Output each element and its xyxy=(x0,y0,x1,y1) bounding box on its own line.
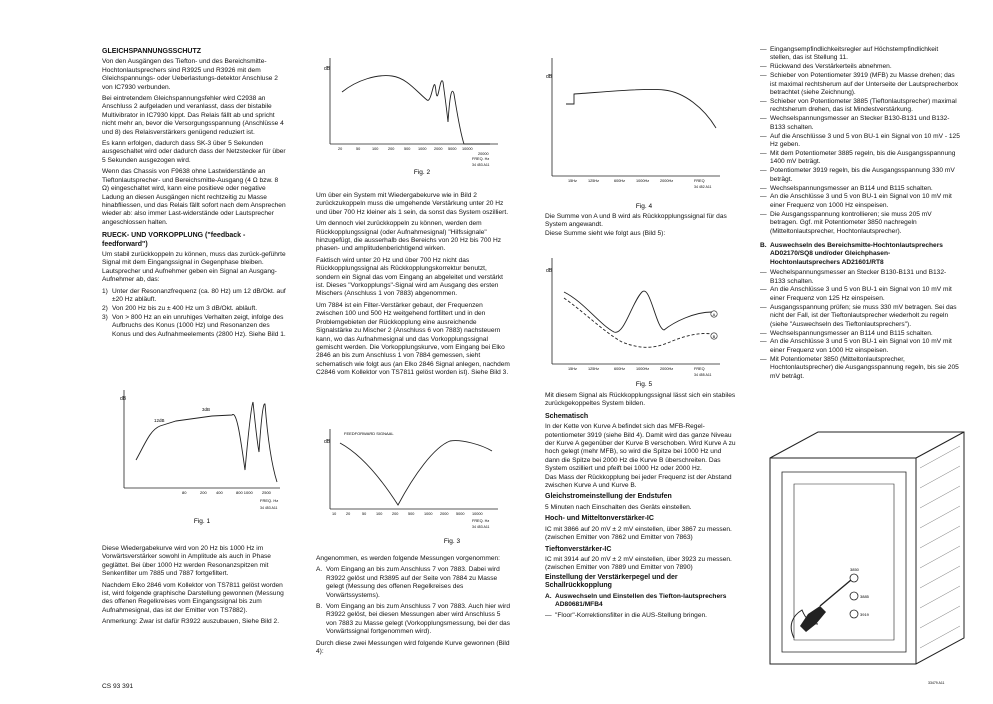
tick-label: 80 xyxy=(182,490,187,495)
tick-label: 2000 xyxy=(434,147,443,151)
panel-frame xyxy=(782,472,906,652)
figure-5 xyxy=(544,252,724,390)
section-title: GLEICHSPANNUNGSSCHUTZ xyxy=(102,48,202,55)
tick-label: 1000Hz xyxy=(636,179,650,183)
curve-a xyxy=(564,291,712,332)
item-text: An die Anschlüsse 3 und 5 von BU-1 ein Signal von 10 mV mit einer Frequenz von 1000 Hz einspeisen. xyxy=(770,338,952,354)
paragraph: In der Kette von Kurve A befindet sich das MFB-Regel-potentiometer 3919 (siehe Bild 4). Damit wird das ganze Niveau der Kurve A gegenüber der Kurve B verschoben. Wird Kurve A zu hoch gelegt (mehr MFB), so wird die Spitze bei 1000 Hz und dann die Spitze bei 2000 Hz die Kurve B überschreiten. Das System oszilliert und pfeift bei 1000 Hz oder 2000 Hz. xyxy=(545,423,736,473)
potentiometer-3885 xyxy=(850,592,858,600)
item-text: Vom Eingang an bis zum Anschluss 7 von 7883. Dabei wird R3922 gelöst und R3895 auf der Seite von 7884 zu Masse gelegt (Messung des offenen Regelkreises des Vorwärtssystems). xyxy=(326,566,500,599)
y-axis-label: dB xyxy=(324,439,331,445)
item-marker: — xyxy=(760,210,767,218)
tick-label: 1000Hz xyxy=(636,367,650,371)
subheading: Hoch- und Mitteltonverstärker-IC xyxy=(545,515,654,523)
list-item xyxy=(760,211,960,236)
item-text: An die Anschlüsse 3 und 5 von BU-1 ein Signal von 10 mV mit einer Frequenz von 1000 Hz einspeisen. xyxy=(770,193,952,209)
tick-label: 50 xyxy=(362,512,367,516)
x-axis-label: FREQ. Hz xyxy=(472,157,490,161)
potentiometer-3850 xyxy=(850,574,858,582)
item-marker: — xyxy=(760,338,767,346)
item-text: Wechselspannungsmesser an Stecker B130-B131 und B132-B133 schalten. xyxy=(770,115,950,131)
tick-label: 5000 xyxy=(448,147,457,151)
item-marker: — xyxy=(760,63,767,71)
side-hatching xyxy=(920,446,960,648)
item-marker: 2) xyxy=(102,304,108,312)
item-text: An die Anschlüsse 3 und 5 von BU-1 ein Signal von 10 mV mit einer Frequenz von 125 Hz einspeisen. xyxy=(770,286,952,302)
list-item xyxy=(760,72,960,97)
item-marker: — xyxy=(545,612,552,620)
list-item xyxy=(760,269,960,286)
list-item xyxy=(760,356,960,381)
figure-caption: Fig. 3 xyxy=(443,538,461,545)
measurement-list xyxy=(316,566,510,636)
paragraph: Um 7884 ist ein Filter-Verstärker gebaut, der Frequenzen zwischen 100 und 500 Hz weitgehend fortfiltert und in den Problemgebieten der Rückkopplung eine ausreichende Signalstärke zu Mischer 2 (Anschluss 6 von 7883) nachsteuern kann, wo das Aufnahmesignal und das Vorkopplungssignal gemischt werden. Die Vorkopplungskurve, vom Eingang bei Elko 2846 an bis zum Anschluss 1 von 7884 gemessen, sieht schematisch wie folgt aus (an Elko 2846 Signal anlegen, nachdem C2846 vom Kollektor von TS7811 gelöst worden ist). Siehe Bild 3. xyxy=(316,301,510,377)
item-marker: — xyxy=(760,149,767,157)
figure-code: 34 453 A11 xyxy=(472,525,490,529)
subheading: Tieftonverstärker-IC xyxy=(545,545,612,553)
cabinet-edge xyxy=(916,432,964,458)
item-text: Mit Potentiometer 3850 (Mitteltonlautsprecher, Hochtonlautsprecher) die Ausgangsspannung regeln, bis sie 205 mV beträgt. xyxy=(770,355,959,380)
item-marker: B. xyxy=(760,241,767,249)
response-curve xyxy=(136,402,277,482)
section-title: RUECK- UND VORKOPPLUNG ("feedback - feedforward") xyxy=(102,232,246,248)
paragraph: Von den Ausgängen des Tiefton- und des Bereichsmitte-Hochtonlautsprechers sind R3925 und R3926 mit dem Gleichspannungs- oder Ueberlastungs-detektor Anschluse 2 von IC7930 verbunden. xyxy=(102,58,278,91)
list-item xyxy=(760,150,960,167)
slope-label-12db: 12dB xyxy=(154,418,165,423)
item-marker: 3) xyxy=(102,313,108,321)
tick-label: 100 xyxy=(376,512,383,516)
response-curve xyxy=(342,76,490,144)
paragraph: Angenommen, es werden folgende Messungen vorgenommen: xyxy=(316,555,501,562)
item-text: Rückwand des Verstärkerteils abnehmen. xyxy=(770,63,892,71)
numbered-list xyxy=(102,288,286,339)
item-marker: — xyxy=(760,72,767,80)
item-text: Wechselspannungsmesser an B114 und B115 schalten. xyxy=(770,184,933,192)
item-text: Von 200 Hz bis zu ± 400 Hz um 3 dB/Okt. abläuft. xyxy=(112,304,258,312)
feedforward-curve xyxy=(340,441,492,505)
tick-label: 200 xyxy=(392,512,399,516)
paragraph: Um über ein System mit Wiedergabekurve wie in Bild 2 zurückzukoppeln muss die umgehende Verstärkung unter 20 Hz und über 700 Hz kleiner als 1 sein, da sonst das System oszilliert. xyxy=(316,192,509,216)
x-axis-label: FREQ. Hz xyxy=(260,498,279,503)
item-marker: — xyxy=(760,355,767,363)
item-marker: — xyxy=(760,193,767,201)
figure-caption: Fig. 1 xyxy=(193,518,211,525)
tick-label: 10000 xyxy=(462,147,473,151)
paragraph: (zwischen Emitter von 7862 und Emitter von 7863) xyxy=(545,534,693,542)
figure-2 xyxy=(322,52,502,178)
drawing-code: 33479 A11 xyxy=(928,681,945,685)
list-item xyxy=(545,593,737,610)
list-item xyxy=(760,193,960,210)
y-axis-label: dB xyxy=(546,268,553,274)
list-item xyxy=(316,603,510,637)
paragraph: Diese Wiedergabekurve wird von 20 Hz bis 1000 Hz im Vorwärtsverstärker sowohl in Amplitude als auch in Phase geglättet. Bei über 1000 Hz werden Resonanzspitzen mit Senkenfilter um 7885 und 7887 fortgefiltert. xyxy=(102,545,271,578)
x-axis-label: FREQ xyxy=(694,179,705,183)
tick-label: 2000Hz xyxy=(660,179,674,183)
column-2 xyxy=(316,192,510,381)
item-marker: — xyxy=(760,46,767,53)
paragraph: Faktisch wird unter 20 Hz und über 700 Hz nicht das Rückkopplungssignal als Rückkopplungskorrektur benutzt, sondern ein Signal das vom Eingang an abgeleitet und verstärkt ist. Dieses "Vorkopplungs"-Signal wird am Ausgang des ersten Mischers (Anschluss 1 von 7883) abgenommen. xyxy=(316,256,503,298)
list-item xyxy=(760,330,960,338)
curve-a-label: A xyxy=(712,312,716,317)
screwdriver-handle xyxy=(800,606,826,632)
list-item xyxy=(102,314,286,339)
column-1 xyxy=(102,48,286,340)
figure-1 xyxy=(112,382,288,528)
tick-label: 500 xyxy=(408,512,415,516)
tick-label: 2500 xyxy=(262,490,271,495)
item-marker: B. xyxy=(316,603,323,611)
paragraph: 5 Minuten nach Einschalten des Geräts einstellen. xyxy=(545,503,692,511)
potentiometer-3919 xyxy=(850,610,858,618)
figure-code: 34 453 A11 xyxy=(472,163,490,167)
x-axis-label: FREQ xyxy=(694,367,705,371)
page-footer: CS 93 391 xyxy=(102,683,134,690)
tick-label: 5000 xyxy=(456,512,465,516)
subheading: Einstellung der Verstärkerpegel und der Schallrückkopplung xyxy=(545,573,678,590)
figure-4 xyxy=(544,48,724,214)
tick-label: 20 xyxy=(346,512,351,516)
item-marker: — xyxy=(760,303,767,311)
tick-label: 800 1000 xyxy=(236,490,253,495)
screwdriver-shaft xyxy=(820,580,851,606)
list-item xyxy=(545,612,737,620)
x-axis-label: FREQ. Hz xyxy=(472,519,490,523)
curve-b-label: B xyxy=(712,334,716,339)
y-axis-label: dB xyxy=(120,396,127,402)
tick-label: 50 xyxy=(356,147,361,151)
paragraph: Nachdem Elko 2846 vom Kollektor von TS7811 gelöst worden ist, wird folgende graphische Darstellung gewonnen (Messung des offenen Regelkreises vom Eingangssignal bis zum Aufnahmesignal, das ist der Emitter von TS7882). xyxy=(102,581,284,614)
pot-label: 3919 xyxy=(860,612,869,617)
item-text: Ausgangsspannung prüfen; sie muss 330 mV betragen. Sei das nicht der Fall, ist der Tieftonlautsprecher wiederholt zu regeln (siehe "Auswechseln des Tieftonlautsprechers"). xyxy=(770,303,957,328)
paragraph: Um stabil zurückkoppeln zu können, muss das zurück-geführte Signal mit dem Eingangssignal in Gegenphase bleiben. Lautsprecher und Aufnehmer geben ein Signal an Ausgang-Aufnehmer ab, das: xyxy=(102,250,286,284)
item-text: Von > 800 Hz an ein unruhiges Verhalten zeigt, infolge des Aufbruchs des Konus (1000 Hz) und Resonanzen des Konus und des Aufnahmeelements (2800 Hz). Siehe Bild 1. xyxy=(112,313,286,338)
item-marker: A. xyxy=(545,592,552,600)
item-text: Die Ausgangsspannung kontrollieren; sie muss 205 mV betragen. Ggf. mit Potentiometer 3850 nachregeln (Mitteltonlautsprecher, Hochtonlautsprecher). xyxy=(770,210,932,235)
list-item xyxy=(760,133,960,150)
paragraph: Um dennoch viel zurückkoppeln zu können, werden dem Rückkopplungssignal (oder Aufnahmesignal) "Hilfssignale" hinzugefügt, die ausserhalb des Bereichs von 20 Hz bis 700 Hz phasen- und amplitudenberichtigend wirken. xyxy=(316,220,502,253)
list-item xyxy=(760,338,960,355)
tick-label: 20 xyxy=(338,147,343,151)
list-item xyxy=(760,167,960,184)
figure-code: 34 452 A11 xyxy=(694,185,712,189)
procedure-list xyxy=(760,46,960,236)
subheading: Schematisch xyxy=(545,412,589,420)
figure-caption: Fig. 4 xyxy=(635,203,653,210)
tick-label: 500 xyxy=(404,147,411,151)
y-axis-label: dB xyxy=(546,74,553,80)
pot-label: 3850 xyxy=(850,567,859,572)
item-text: Auswechseln und Einstellen des Tiefton-lautsprechers AD80681/MFB4 xyxy=(555,592,727,608)
figure-code: 34 453 A11 xyxy=(260,506,278,510)
cabinet-outline xyxy=(770,432,964,664)
tick-label: 2000 xyxy=(440,512,449,516)
item-text: Eingangsempfindlichkeitsregler auf Höchstempfindlichkeit stellen, das ist Stellung 11. xyxy=(770,46,939,62)
combined-curve xyxy=(566,89,716,128)
tick-label: 20000 xyxy=(478,152,489,156)
item-text: Schieber von Potentiometer 3885 (Tieftonlautsprecher) maximal rechtsherum drehen, das ist Mindestverstärkung. xyxy=(770,97,957,114)
column-3-top xyxy=(545,213,735,241)
tick-label: 1000 xyxy=(418,147,427,151)
tick-label: 10000 xyxy=(472,512,483,516)
section-b-heading xyxy=(760,242,960,267)
item-text: Wechselspannungsmesser an B114 und B115 schalten. xyxy=(770,329,933,337)
column-2-bottom xyxy=(316,555,510,659)
paragraph: Wenn das Chassis von F9638 ohne Lastwiderstände an Tieftonlautsprecher- und Bereichsmitte-Ausgang (4 Ω bzw. 8 Ω) eingeschaltet wird, kann eine positieve oder negative Ladung an diesen Ausgängen nicht rechtzeitig zu Masse hinabfliessen, und das Relais fällt sofort nach dem Ansprechen wieder ab: also immer Last-widerstände oder Lautsprecher angeschlossen halten. xyxy=(102,168,286,226)
slope-label-3db: 3dB xyxy=(202,407,211,412)
figure-caption: Fig. 2 xyxy=(413,169,431,176)
paragraph: Es kann erfolgen, dadurch dass SK-3 über 5 Sekunden ausgeschaltet wird oder dadurch dass der Netzstecker für über 5 Sekunden ausgezogen wird. xyxy=(102,140,286,164)
y-axis-label: dB xyxy=(324,66,331,72)
paragraph: (zwischen Emitter von 7889 und Emitter von 7890) xyxy=(545,564,693,572)
tick-label: 15Hz xyxy=(568,367,577,371)
paragraph: IC mit 3866 auf 20 mV ± 2 mV einstellen, über 3867 zu messen. xyxy=(545,525,732,533)
item-marker: — xyxy=(760,167,767,175)
list-item xyxy=(760,98,960,115)
paragraph: Diese Summe sieht wie folgt aus (Bild 5): xyxy=(545,229,666,237)
procedure-list-b xyxy=(760,269,960,381)
item-text: Unter der Resonanzfrequenz (ca. 80 Hz) um 12 dB/Okt. auf ±20 Hz abläuft. xyxy=(112,287,286,303)
item-marker: 1) xyxy=(102,287,108,295)
list-item xyxy=(316,566,510,600)
item-marker: — xyxy=(760,132,767,140)
figure-caption: Fig. 5 xyxy=(635,381,653,388)
paragraph: Die Summe von A und B wird als Rückkopplungssignal für das System angewandt. xyxy=(545,213,727,229)
list-item xyxy=(102,288,286,305)
tick-label: 125Hz xyxy=(588,367,599,371)
paragraph: Mit diesem Signal als Rückkopplungssignal lässt sich ein stabiles zurückgekoppeltes System bilden. xyxy=(545,392,736,408)
list-item xyxy=(760,115,960,132)
tick-label: 2000Hz xyxy=(660,367,674,371)
tick-label: 15Hz xyxy=(568,179,577,183)
item-marker: — xyxy=(760,184,767,192)
paragraph: IC mit 3914 auf 20 mV ± 2 mV einstellen, über 3923 zu messen. xyxy=(545,555,732,563)
tick-label: 600Hz xyxy=(614,179,625,183)
tick-label: 125Hz xyxy=(588,179,599,183)
list-item xyxy=(760,46,960,63)
item-marker: — xyxy=(760,286,767,294)
item-text: Mit dem Potentiometer 3885 regeln, bis die Ausgangsspannung 1400 mV beträgt. xyxy=(770,149,956,166)
item-marker: — xyxy=(760,97,767,105)
curve-label: FEEDFORWARD SIGNAAL xyxy=(344,431,394,436)
tick-label: 100 xyxy=(372,147,379,151)
tick-label: 1000 xyxy=(424,512,433,516)
list-item xyxy=(760,286,960,303)
tick-label: 10 xyxy=(332,512,337,516)
item-marker: — xyxy=(760,329,767,337)
tick-label: 200 xyxy=(388,147,395,151)
paragraph: Durch diese zwei Messungen wird folgende Kurve gewonnen (Bild 4): xyxy=(316,639,510,656)
item-marker: — xyxy=(760,115,767,123)
item-text: Wechelspannungsmesser an Stecker B130-B131 und B132-B133 schalten. xyxy=(770,269,947,285)
pot-label: 3885 xyxy=(860,594,869,599)
tick-label: 400 xyxy=(216,490,223,495)
procedure-list xyxy=(545,593,737,621)
item-marker: — xyxy=(760,269,767,277)
column-1-bottom xyxy=(102,545,286,630)
item-text: Vom Eingang an bis zum Anschluss 7 von 7883. Auch hier wird R3922 gelöst, bei diesen Messungen aber wird Anschluss 5 von 7883 zu Masse gelegt (Vorkopplungsmessung, bei der das Vorwärtssignal fortgenommen wird). xyxy=(326,603,511,636)
list-item xyxy=(102,305,286,313)
tick-label: 200 xyxy=(200,490,207,495)
curve-b xyxy=(564,298,712,347)
list-item xyxy=(760,185,960,193)
item-text: Schieber von Potentiometer 3919 (MFB) zu Masse drehen; das ist maximal rechtsherum auf der Unterseite der Lautsprecherbox betrachtet (siehe Zeichnung). xyxy=(770,72,959,97)
subheading: Gleichstromeinstellung der Endstufen xyxy=(545,493,672,501)
figure-code: 34 455 A11 xyxy=(694,373,712,377)
column-4 xyxy=(760,46,960,381)
speaker-cabinet-drawing xyxy=(758,428,974,690)
item-text: "Floor"-Korrektionsfilter in die AUS-Stellung bringen. xyxy=(555,612,708,620)
item-text: Potentiometer 3919 regeln, bis die Ausgangsspannung 330 mV beträgt. xyxy=(770,167,955,183)
tick-label: 600Hz xyxy=(614,367,625,371)
paragraph: Anmerkung: Zwar ist dafür R3922 auszubauen, Siehe Bild 2. xyxy=(102,618,280,626)
paragraph: Das Mass der Rückkopplung bei jeder Frequenz ist der Abstand zwischen Kurve A und Kurve B. xyxy=(545,473,732,490)
list-item xyxy=(760,304,960,329)
figure-3 xyxy=(322,425,502,547)
paragraph: Bei eintretendem Gleichspannungsfehler wird C2938 an Anschluss 2 aufgeladen und veranlasst, dass der bistabile Multivibrator in IC7930 kippt. Das Relais fällt ab und spricht nicht mehr an, bevor die Versorgungsspannung (Anschlüsse 4 und 8) des Relaisverstärkers genügend reduziert ist. xyxy=(102,95,284,136)
item-marker: A. xyxy=(316,566,323,574)
item-text: Auswechseln des Bereichsmitte-Hochtonlautsprechers AD02170/SQ8 und/oder Gleichphasen-Hochtonlautsprechers AD21601/RT8 xyxy=(770,241,943,266)
item-text: Auf die Anschlüsse 3 und 5 von BU-1 ein Signal von 10 mV - 125 Hz geben. xyxy=(770,132,960,148)
list-item xyxy=(760,63,960,71)
column-3 xyxy=(545,392,737,621)
